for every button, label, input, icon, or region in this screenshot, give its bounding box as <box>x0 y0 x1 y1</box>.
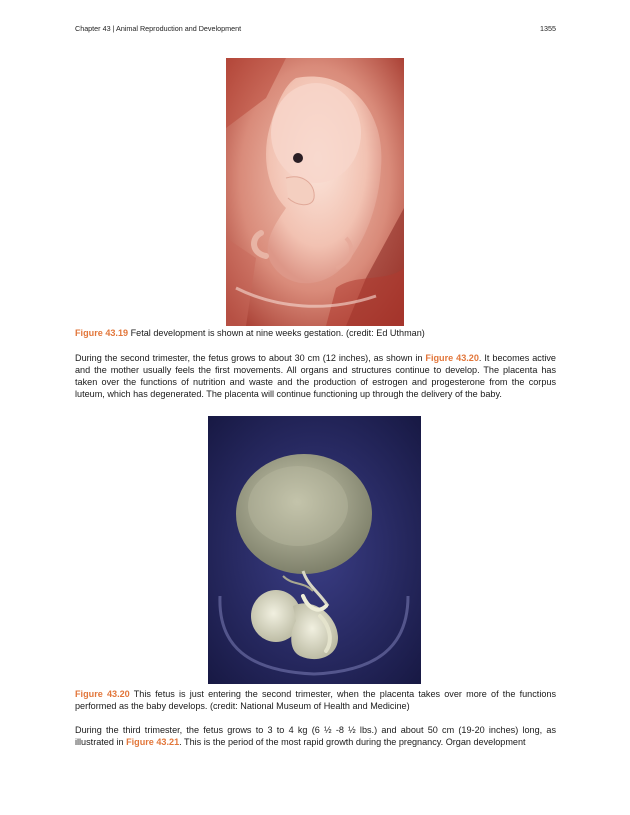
caption-text: This fetus is just entering the second trimester, when the placenta takes over more of the functions performed as the baby develops. (credit: National Museum of Health and Medicine) <box>75 689 556 711</box>
paragraph-text: . This is the period of the most rapid growth during the pregnancy. Organ development <box>179 737 526 747</box>
paragraph-second-trimester <box>75 352 556 400</box>
figure-label: Figure 43.19 <box>75 328 129 338</box>
paragraph-text: . It becomes active and the mother usually feels the first movements. All organs and structures continue to develop. The placenta has taken over the functions of nutrition and waste and the production of estrogen and progesterone from the corpus luteum, which has degenerated. The placenta will continue functioning up through the delivery of the baby. <box>75 353 556 399</box>
page-number: 1355 <box>540 24 556 33</box>
fetus-nine-weeks-photo <box>226 58 404 326</box>
paragraph-text: During the second trimester, the fetus grows to about 30 cm (12 inches), as shown in <box>75 353 426 363</box>
fetus-second-trimester-photo <box>208 416 421 684</box>
figure-43-20-link[interactable]: Figure 43.20 <box>425 353 479 363</box>
caption-text: Fetal development is shown at nine weeks gestation. (credit: Ed Uthman) <box>128 328 425 338</box>
chapter-title: Chapter 43 | Animal Reproduction and Development <box>75 24 242 33</box>
figure-43-19-caption <box>75 327 556 339</box>
figure-label: Figure 43.20 <box>75 689 130 699</box>
figure-43-20-caption <box>75 688 556 712</box>
figure-43-21-link[interactable]: Figure 43.21 <box>126 737 180 747</box>
paragraph-third-trimester <box>75 724 556 748</box>
paragraph-text: During the third trimester, the fetus grows to 3 to 4 kg (6 ½ -8 ½ lbs.) and about 50 cm (19-20 inches) long, as illustrated in <box>75 725 556 747</box>
page-header <box>75 24 556 33</box>
